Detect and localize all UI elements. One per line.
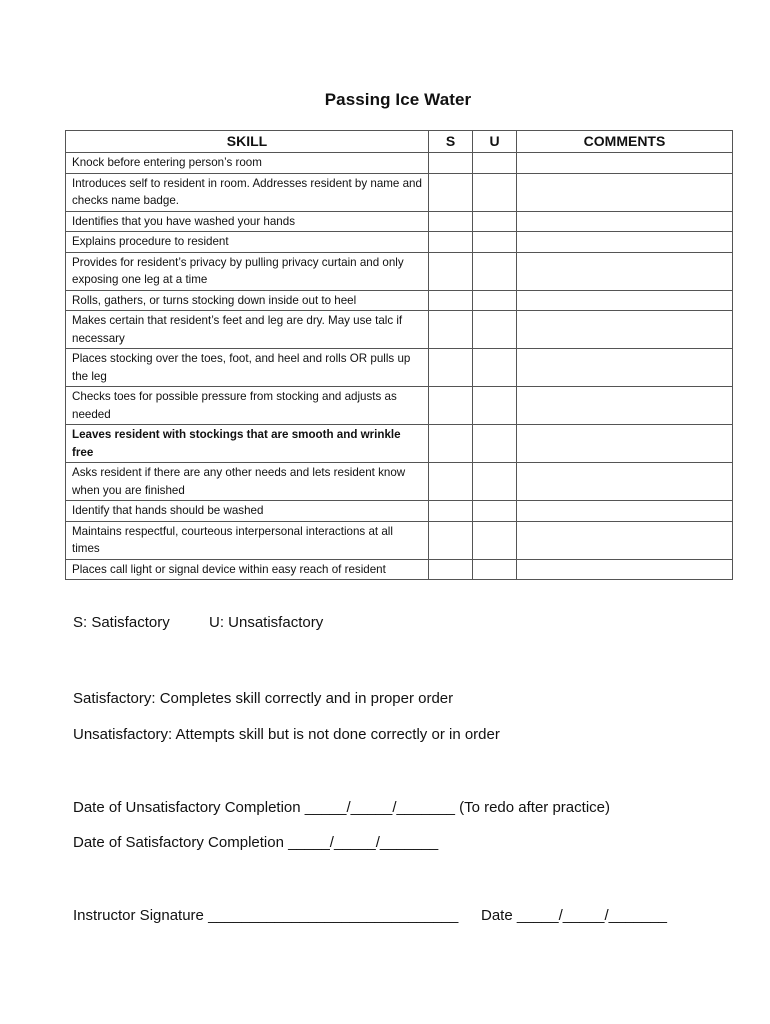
comments-cell[interactable] <box>517 153 733 174</box>
skill-cell: Maintains respectful, courteous interpersonal interactions at all times <box>66 521 429 559</box>
comments-cell[interactable] <box>517 463 733 501</box>
skill-cell: Identifies that you have washed your hands <box>66 211 429 232</box>
unsatisfactory-check-cell[interactable] <box>473 211 517 232</box>
comments-cell[interactable] <box>517 311 733 349</box>
table-row <box>66 311 733 349</box>
satisfactory-check-cell[interactable] <box>429 463 473 501</box>
table-row <box>66 252 733 290</box>
skill-cell: Introduces self to resident in room. Addresses resident by name and checks name badge. <box>66 173 429 211</box>
skill-cell: Knock before entering person’s room <box>66 153 429 174</box>
header-skill: SKILL <box>66 131 429 153</box>
legend-unsatisfactory: U: Unsatisfactory <box>209 614 324 631</box>
unsatisfactory-check-cell[interactable] <box>473 521 517 559</box>
unsatisfactory-check-cell[interactable] <box>473 232 517 253</box>
table-row <box>66 425 733 463</box>
page-title: Passing Ice Water <box>324 90 472 109</box>
skill-cell: Makes certain that resident’s feet and leg are dry. May use talc if necessary <box>66 311 429 349</box>
table-row <box>66 521 733 559</box>
table-row <box>66 173 733 211</box>
table-row <box>66 290 733 311</box>
comments-cell[interactable] <box>517 232 733 253</box>
satisfactory-check-cell[interactable] <box>429 425 473 463</box>
skill-cell: Rolls, gathers, or turns stocking down inside out to heel <box>66 290 429 311</box>
satisfactory-check-cell[interactable] <box>429 559 473 580</box>
skill-cell: Leaves resident with stockings that are smooth and wrinkle free <box>66 425 429 463</box>
skill-cell: Provides for resident’s privacy by pulling privacy curtain and only exposing one leg at a time <box>66 252 429 290</box>
header-comments: COMMENTS <box>517 131 733 153</box>
legend <box>73 614 324 631</box>
comments-cell[interactable] <box>517 521 733 559</box>
comments-cell[interactable] <box>517 252 733 290</box>
satisfactory-definition: Satisfactory: Completes skill correctly and in proper order <box>73 690 454 707</box>
comments-cell[interactable] <box>517 173 733 211</box>
satisfactory-check-cell[interactable] <box>429 232 473 253</box>
comments-cell[interactable] <box>517 211 733 232</box>
satisfactory-check-cell[interactable] <box>429 290 473 311</box>
skills-table-body <box>66 153 733 580</box>
skill-cell: Asks resident if there are any other needs and lets resident know when you are finished <box>66 463 429 501</box>
satisfactory-check-cell[interactable] <box>429 173 473 211</box>
skill-cell: Checks toes for possible pressure from stocking and adjusts as needed <box>66 387 429 425</box>
unsatisfactory-check-cell[interactable] <box>473 501 517 522</box>
unsatisfactory-check-cell[interactable] <box>473 173 517 211</box>
comments-cell[interactable] <box>517 501 733 522</box>
satisfactory-check-cell[interactable] <box>429 252 473 290</box>
skill-cell: Identify that hands should be washed <box>66 501 429 522</box>
table-row <box>66 463 733 501</box>
unsatisfactory-check-cell[interactable] <box>473 252 517 290</box>
unsatisfactory-check-cell[interactable] <box>473 349 517 387</box>
skills-table <box>65 130 733 580</box>
skill-cell: Places call light or signal device within easy reach of resident <box>66 559 429 580</box>
satisfactory-check-cell[interactable] <box>429 387 473 425</box>
table-row <box>66 501 733 522</box>
satisfactory-completion-date[interactable]: Date of Satisfactory Completion _____/_____/_______ <box>73 834 439 851</box>
unsatisfactory-check-cell[interactable] <box>473 425 517 463</box>
satisfactory-check-cell[interactable] <box>429 349 473 387</box>
legend-satisfactory: S: Satisfactory <box>73 614 170 631</box>
unsatisfactory-definition: Unsatisfactory: Attempts skill but is not done correctly or in order <box>73 726 500 743</box>
comments-cell[interactable] <box>517 290 733 311</box>
satisfactory-check-cell[interactable] <box>429 521 473 559</box>
comments-cell[interactable] <box>517 349 733 387</box>
table-row <box>66 349 733 387</box>
unsatisfactory-check-cell[interactable] <box>473 463 517 501</box>
comments-cell[interactable] <box>517 387 733 425</box>
instructor-signature-line[interactable]: Instructor Signature ______________________________ <box>73 907 459 924</box>
satisfactory-check-cell[interactable] <box>429 153 473 174</box>
unsatisfactory-check-cell[interactable] <box>473 311 517 349</box>
satisfactory-check-cell[interactable] <box>429 501 473 522</box>
header-u: U <box>473 131 517 153</box>
unsatisfactory-check-cell[interactable] <box>473 290 517 311</box>
table-row <box>66 559 733 580</box>
table-row <box>66 387 733 425</box>
table-header-row <box>66 131 733 153</box>
satisfactory-check-cell[interactable] <box>429 311 473 349</box>
signature-date-line[interactable]: Date _____/_____/_______ <box>481 907 668 924</box>
unsatisfactory-check-cell[interactable] <box>473 387 517 425</box>
comments-cell[interactable] <box>517 425 733 463</box>
header-s: S <box>429 131 473 153</box>
table-row <box>66 153 733 174</box>
table-row <box>66 232 733 253</box>
skill-cell: Explains procedure to resident <box>66 232 429 253</box>
table-row <box>66 211 733 232</box>
unsatisfactory-completion-date[interactable]: Date of Unsatisfactory Completion _____/_____/_______ (To redo after practice) <box>73 799 610 816</box>
unsatisfactory-check-cell[interactable] <box>473 559 517 580</box>
comments-cell[interactable] <box>517 559 733 580</box>
skill-cell: Places stocking over the toes, foot, and heel and rolls OR pulls up the leg <box>66 349 429 387</box>
unsatisfactory-check-cell[interactable] <box>473 153 517 174</box>
satisfactory-check-cell[interactable] <box>429 211 473 232</box>
